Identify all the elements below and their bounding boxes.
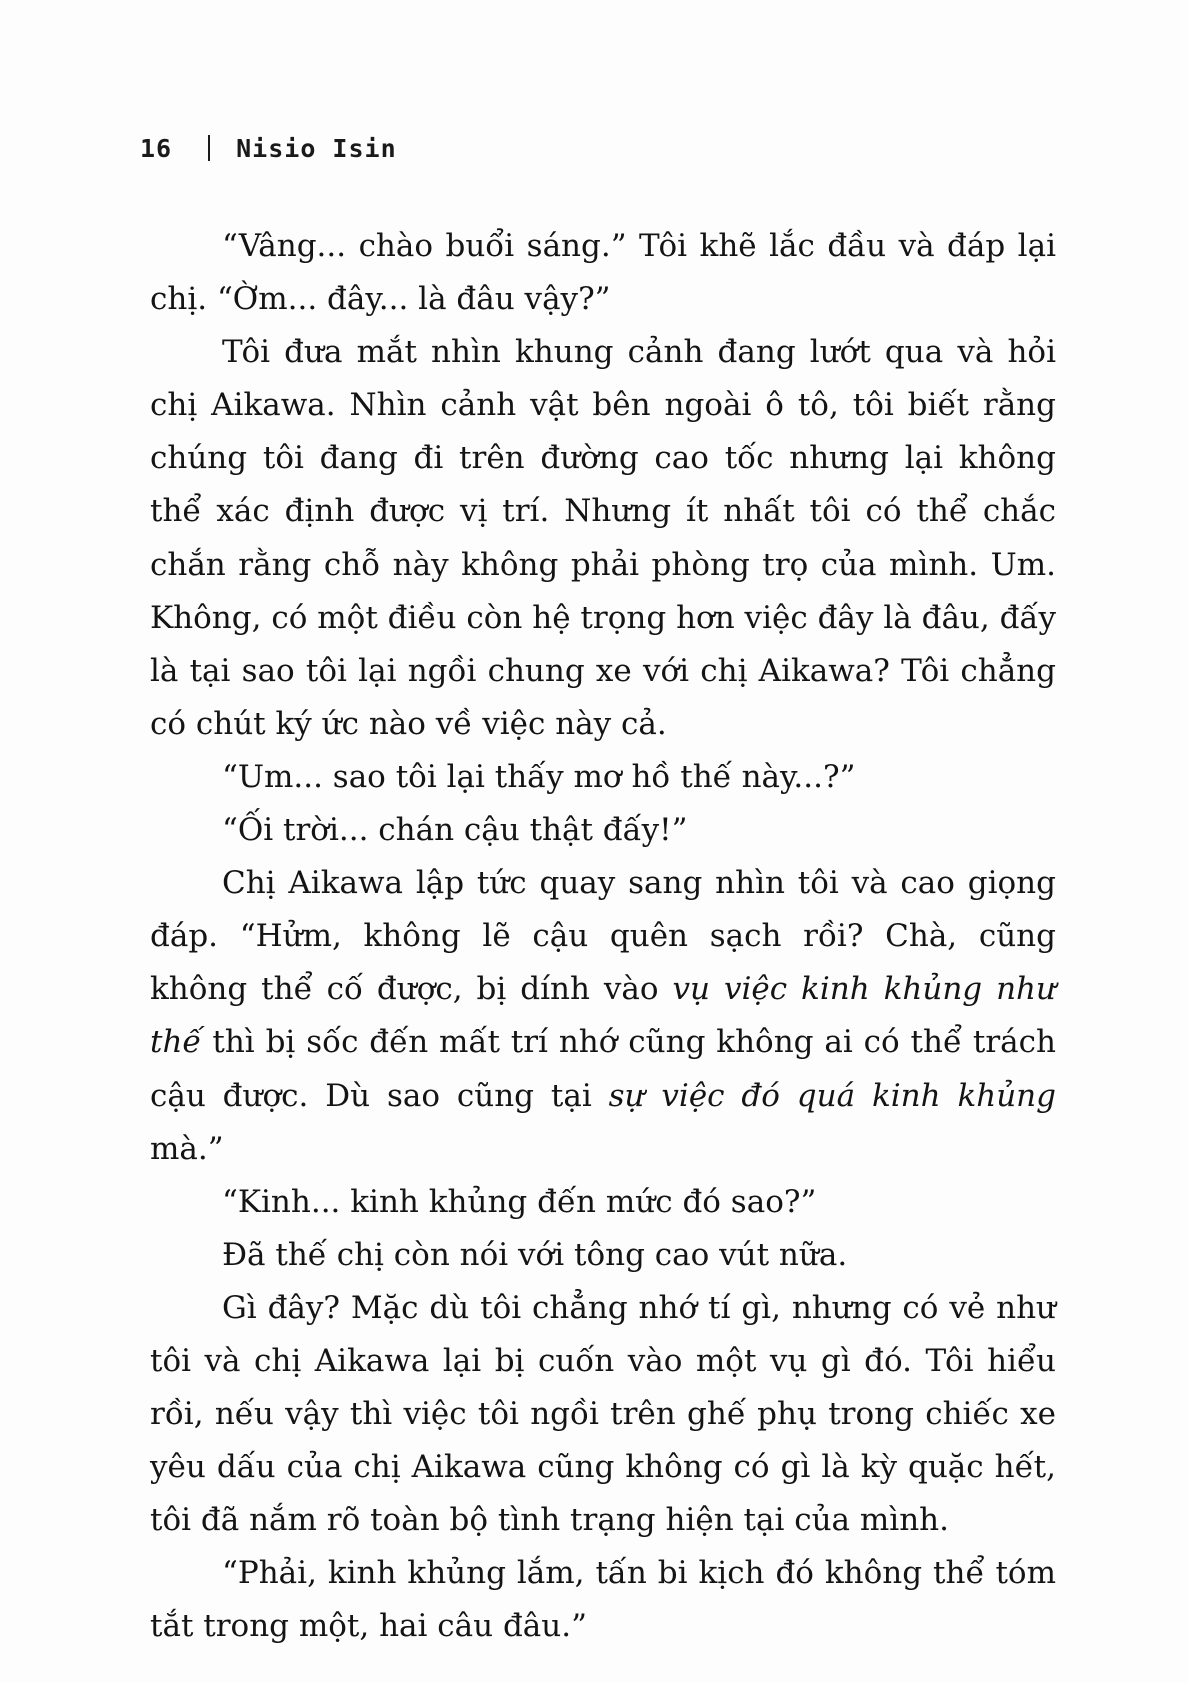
text-run: “Ối trời... chán cậu thật đấy!” <box>222 812 688 849</box>
body-text <box>150 220 1056 1654</box>
italic-text: sự việc đó quá kinh khủng <box>608 1077 1056 1114</box>
italic-text: vụ việc kinh khủng như thế <box>150 971 1056 1061</box>
text-run: “Um... sao tôi lại thấy mơ hồ thế này...?” <box>222 758 856 795</box>
author-name: Nisio Isin <box>236 133 397 163</box>
paragraph <box>150 220 1056 326</box>
text-run: thì bị sốc đến mất trí nhớ cũng không ai có thể trách cậu được. Dù sao cũng tại <box>150 1024 1056 1114</box>
text-run: Tôi đưa mắt nhìn khung cảnh đang lướt qua và hỏi chị Aikawa. Nhìn cảnh vật bên ngoài ô tô, tôi biết rằng chúng tôi đang đi trên đường cao tốc nhưng lại không thể xác định được vị trí. Nhưng ít nhất tôi có thể chắc chắn rằng chỗ này không phải phòng trọ của mình. Um. Không, có một điều còn hệ trọng hơn việc đây là đâu, đấy là tại sao tôi lại ngồi chung xe với chị Aikawa? Tôi chẳng có chút ký ức nào về việc này cả. <box>150 334 1056 742</box>
paragraph <box>150 326 1056 751</box>
paragraph <box>150 804 1056 857</box>
text-run: Gì đây? Mặc dù tôi chẳng nhớ tí gì, nhưng có vẻ như tôi và chị Aikawa lại bị cuốn vào một vụ gì đó. Tôi hiểu rồi, nếu vậy thì việc tôi ngồi trên ghế phụ trong chiếc xe yêu dấu của chị Aikawa cũng không có gì là kỳ quặc hết, tôi đã nắm rõ toàn bộ tình trạng hiện tại của mình. <box>150 1289 1056 1539</box>
paragraph <box>150 1547 1056 1653</box>
paragraph <box>150 857 1056 1176</box>
text-run: Chị Aikawa lập tức quay sang nhìn tôi và cao giọng đáp. “Hửm, không lẽ cậu quên sạch rồi? Chà, cũng không thể cố được, bị dính vào <box>150 865 1056 1008</box>
paragraph <box>150 1229 1056 1282</box>
paragraph <box>150 751 1056 804</box>
page-number: 16 <box>140 133 173 163</box>
text-run: mà.” <box>150 1130 224 1167</box>
paragraph <box>150 1282 1056 1547</box>
running-header <box>140 128 397 168</box>
text-run: Đã thế chị còn nói với tông cao vút nữa. <box>222 1236 848 1273</box>
text-run: “Phải, kinh khủng lắm, tấn bi kịch đó không thể tóm tắt trong một, hai câu đâu.” <box>150 1555 1056 1645</box>
header-divider <box>208 135 210 161</box>
text-run: “Kinh... kinh khủng đến mức đó sao?” <box>222 1183 817 1220</box>
paragraph <box>150 1176 1056 1229</box>
text-run: “Vâng... chào buổi sáng.” Tôi khẽ lắc đầu và đáp lại chị. “Ờm... đây... là đâu vậy?” <box>150 228 1056 318</box>
